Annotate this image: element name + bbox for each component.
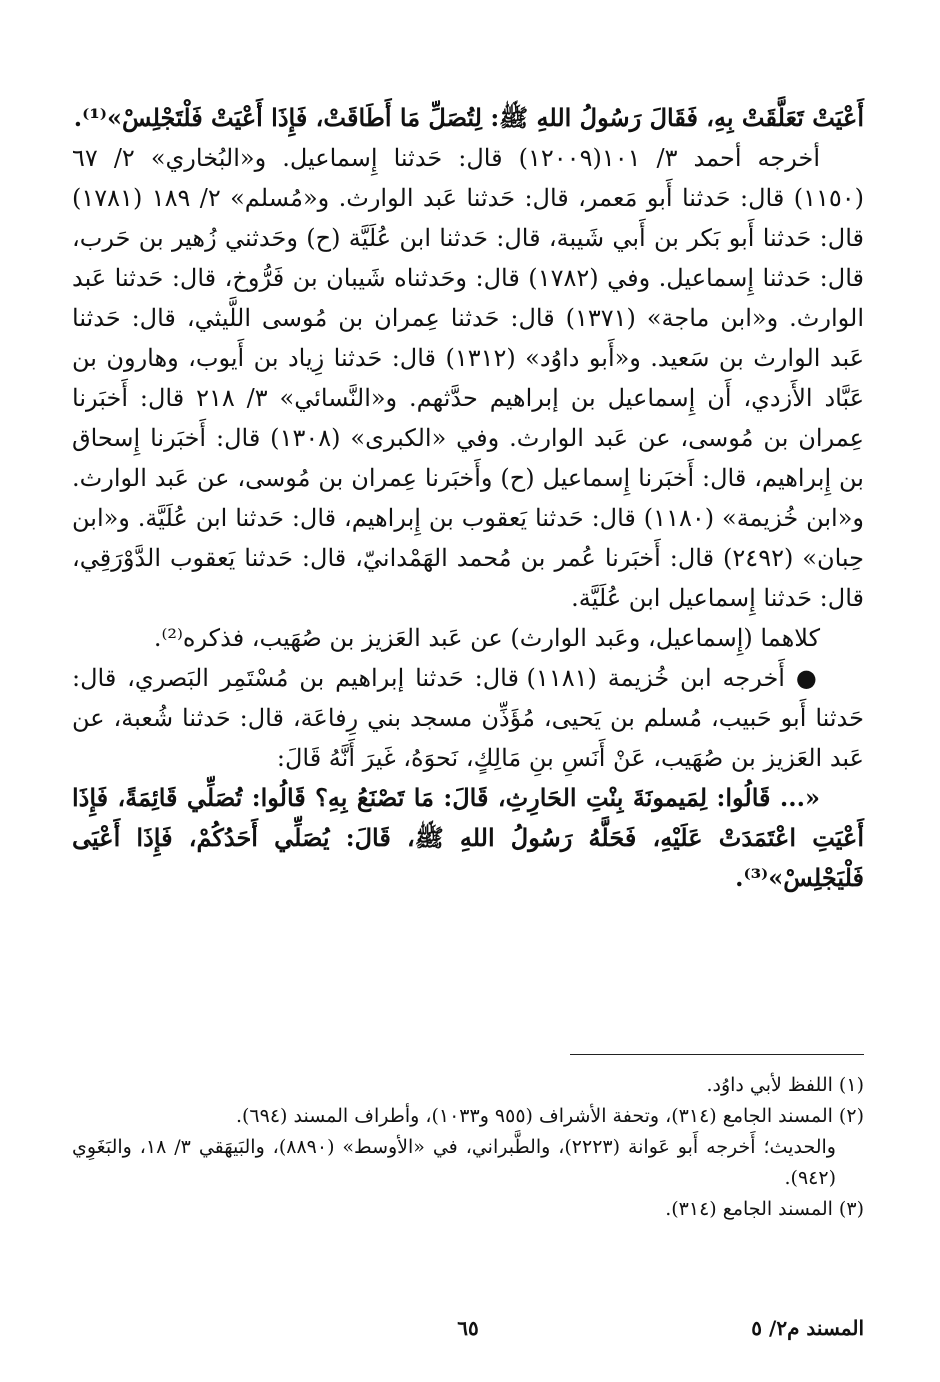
summary-paragraph: كلاهما (إِسماعيل، وعَبد الوارث) عن عَبد العَزيز بن صُهَيب، فذكره⁽²⁾.	[153, 624, 820, 652]
hadith-text-end: أَعْيَتْ تَعَلَّقَتْ بِهِ، فَقَالَ رَسُولُ اللهِ ﷺ: لِتُصَلِّ مَا أَطَاقَتْ، فَإِذَا أَعْيَتْ فَلْتَجْلِسْ»⁽¹⁾.	[73, 103, 864, 132]
main-text	[72, 98, 864, 898]
page-number: ٦٥	[457, 1316, 479, 1340]
page-footer	[72, 1316, 864, 1350]
footnotes	[72, 1070, 864, 1225]
variant-hadith-text: «... قَالُوا: لِمَيمونَةَ بِنْتِ الحَارِثِ، قَالَ: مَا تَصْنَعُ بِهِ؟ قَالُوا: تُصَلِّي قَائِمَةً، فَإِذَا أَعْيَتِ اعْتَمَدَتْ عَلَيْهِ، فَحَلَّهُ رَسُولُ اللهِ ﷺ، قَالَ: يُصَلِّي أَحَدُكُمْ، فَإِذَا أَعْيَى فَلْيَجْلِسْ»⁽³⁾.	[72, 783, 864, 892]
book-signature: المسند م٢/ ٥	[751, 1316, 864, 1340]
footnote-2: (٢) المسند الجامع (٣١٤)، وتحفة الأشراف (٩٥٥ و١٠٣٣)، وأطراف المسند (٦٩٤).	[235, 1105, 864, 1127]
footnote-2-continuation: والحديث؛ أَخرجه أَبو عَوانة (٢٢٢٣)، والطَّبراني، في «الأوسط» (٨٨٩٠)، والبَيهَقي ٣/ ١٨، والبَغَوِي (٩٤٢).	[72, 1136, 836, 1189]
footnote-3: (٣) المسند الجامع (٣١٤).	[665, 1198, 864, 1220]
footnote-separator	[570, 1054, 864, 1055]
variant-takhrij-paragraph: ● أَخرجه ابن خُزيمة (١١٨١) قال: حَدثنا إبراهيم بن مُسْتَمِر البَصري، قال: حَدثنا أَبو حَبيب، مُسلم بن يَحيى، مُؤَذِّن مسجد بني رِفاعَة، قال: حَدثنا شُعبة، عن عَبد العَزيز بن صُهَيب، عَنْ أَنَسِ بنِ مَالِكٍ، نَحوَهُ، غَيرَ أَنَّهُ قَالَ:	[72, 664, 864, 772]
footnote-1: (١) اللفظ لأبي داوُد.	[706, 1074, 864, 1096]
takhrij-paragraph: أخرجه أحمد ٣/ ١٠١(١٢٠٠٩) قال: حَدثنا إِسماعيل. و«البُخاري» ٢/ ٦٧ (١١٥٠) قال: حَدثنا أَبو مَعمر، قال: حَدثنا عَبد الوارث. و«مُسلم» ٢/ ١٨٩ (١٧٨١) قال: حَدثنا أَبو بَكر بن أَبي شَيبة، قال: حَدثنا ابن عُلَيَّة (ح) وحَدثني زُهير بن حَرب، قال: حَدثنا إِسماعيل. وفي (١٧٨٢) قال: وحَدثناه شَيبان بن فَرُّوخ، قال: حَدثنا عَبد الوارث. و«ابن ماجة» (١٣٧١) قال: حَدثنا عِمران بن مُوسى اللَّيثي، قال: حَدثنا عَبد الوارث بن سَعيد. و«أَبو داوُد» (١٣١٢) قال: حَدثنا زِياد بن أَيوب، وهارون بن عَبَّاد الأَزدي، أَن إِسماعيل بن إبراهيم حدَّثهم. و«النَّسائي» ٣/ ٢١٨ قال: أَخبَرنا عِمران بن مُوسى، عن عَبد الوارث. وفي «الكبرى» (١٣٠٨) قال: أَخبَرنا إِسحاق بن إِبراهيم، قال: أَخبَرنا إِسماعيل (ح) وأَخبَرنا عِمران بن مُوسى، عن عَبد الوارث. و«ابن خُزيمة» (١١٨٠) قال: حَدثنا يَعقوب بن إِبراهيم، قال: حَدثنا ابن عُلَيَّة. و«ابن حِبان» (٢٤٩٢) قال: أَخبَرنا عُمر بن مُحمد الهَمْدانيّ، قال: حَدثنا يَعقوب الدَّوْرَقِي، قال: حَدثنا إِسماعيل ابن عُلَيَّة.	[72, 144, 865, 612]
